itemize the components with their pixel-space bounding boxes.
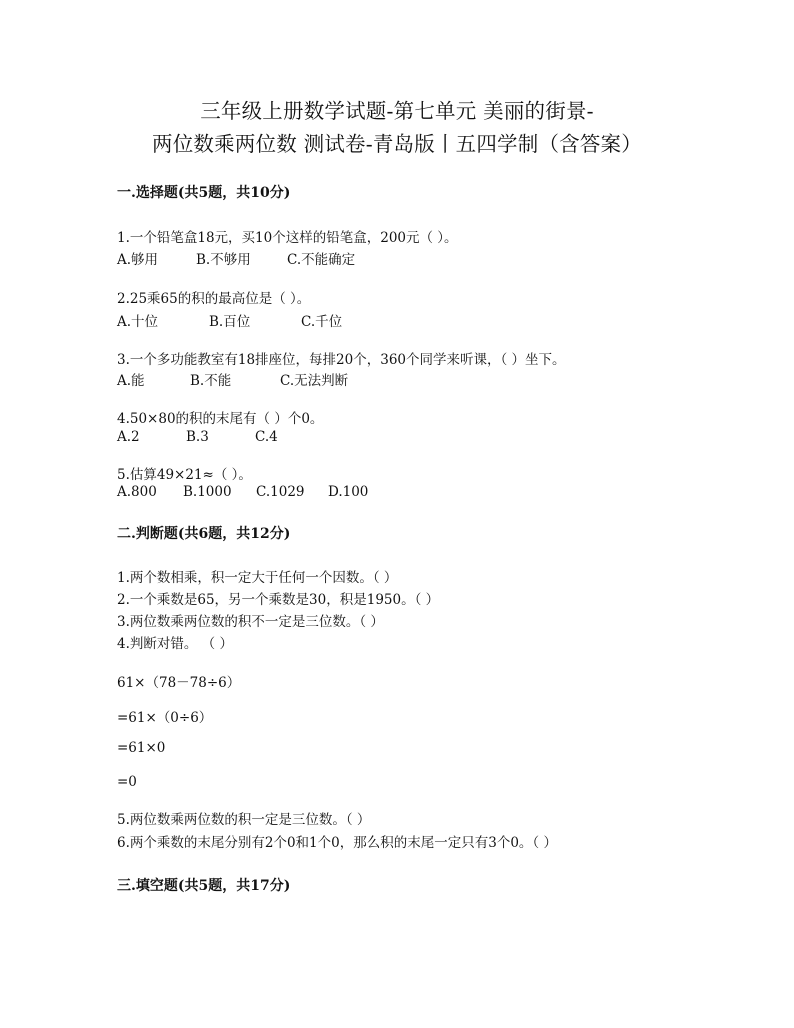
choice-q2-stem: 2.25乘65的积的最高位是（ ）。 (117, 291, 311, 307)
option: C.千位 (301, 314, 343, 330)
choice-q4-stem: 4.50×80的积的末尾有（ ）个0。 (117, 411, 324, 427)
choice-q1-options (117, 248, 355, 268)
section-heading-choice: 一.选择题(共5题，共10分) (117, 185, 291, 201)
option: A.够用 (117, 252, 159, 268)
judge-q4: 4.判断对错。 （ ） (117, 636, 233, 652)
judge-q6: 6.两个乘数的末尾分别有2个0和1个0，那么积的末尾一定只有3个0。（ ） (117, 835, 557, 851)
option: A.2 (117, 429, 140, 445)
option: B.百位 (209, 314, 251, 330)
document-title-line2: 两位数乘两位数 测试卷-青岛版丨五四学制（含答案） (152, 132, 642, 156)
judge-q2: 2.一个乘数是65，另一个乘数是30，积是1950。（ ） (117, 592, 440, 608)
option: B.不能 (190, 373, 232, 389)
option: A.能 (117, 373, 145, 389)
option: C.4 (255, 429, 278, 445)
document-title-line1: 三年级上册数学试题-第七单元 美丽的街景- (200, 99, 594, 123)
choice-q3-options (117, 369, 348, 389)
option: B.1000 (183, 484, 232, 500)
option: A.800 (117, 484, 157, 500)
judge-q3: 3.两位数乘两位数的积不一定是三位数。（ ） (117, 614, 384, 630)
section-heading-judge: 二.判断题(共6题，共12分) (117, 526, 291, 542)
option: C.无法判断 (280, 373, 349, 389)
choice-q3-stem: 3.一个多功能教室有18排座位，每排20个，360个同学来听课，（ ）坐下。 (117, 352, 566, 368)
option: A.十位 (117, 314, 159, 330)
choice-q5-options (117, 484, 368, 500)
choice-q4-options (117, 429, 278, 445)
judge-q1: 1.两个数相乘，积一定大于任何一个因数。（ ） (117, 570, 398, 586)
option: B.不够用 (196, 252, 251, 268)
option: C.不能确定 (287, 252, 356, 268)
calc-step-2: =61×（0÷6） (117, 710, 213, 726)
choice-q2-options (117, 310, 342, 330)
calc-step-1: 61×（78－78÷6） (117, 675, 241, 691)
calc-step-3: =61×0 (117, 740, 166, 756)
option: D.100 (328, 484, 369, 500)
section-heading-fill: 三.填空题(共5题，共17分) (117, 878, 291, 894)
judge-q5: 5.两位数乘两位数的积一定是三位数。（ ） (117, 812, 371, 828)
calc-step-4: =0 (117, 774, 137, 790)
option: B.3 (186, 429, 209, 445)
option: C.1029 (256, 484, 305, 500)
choice-q5-stem: 5.估算49×21≈（ ）。 (117, 467, 252, 483)
choice-q1-stem: 1.一个铅笔盒18元，买10个这样的铅笔盒，200元（ ）。 (117, 230, 458, 246)
